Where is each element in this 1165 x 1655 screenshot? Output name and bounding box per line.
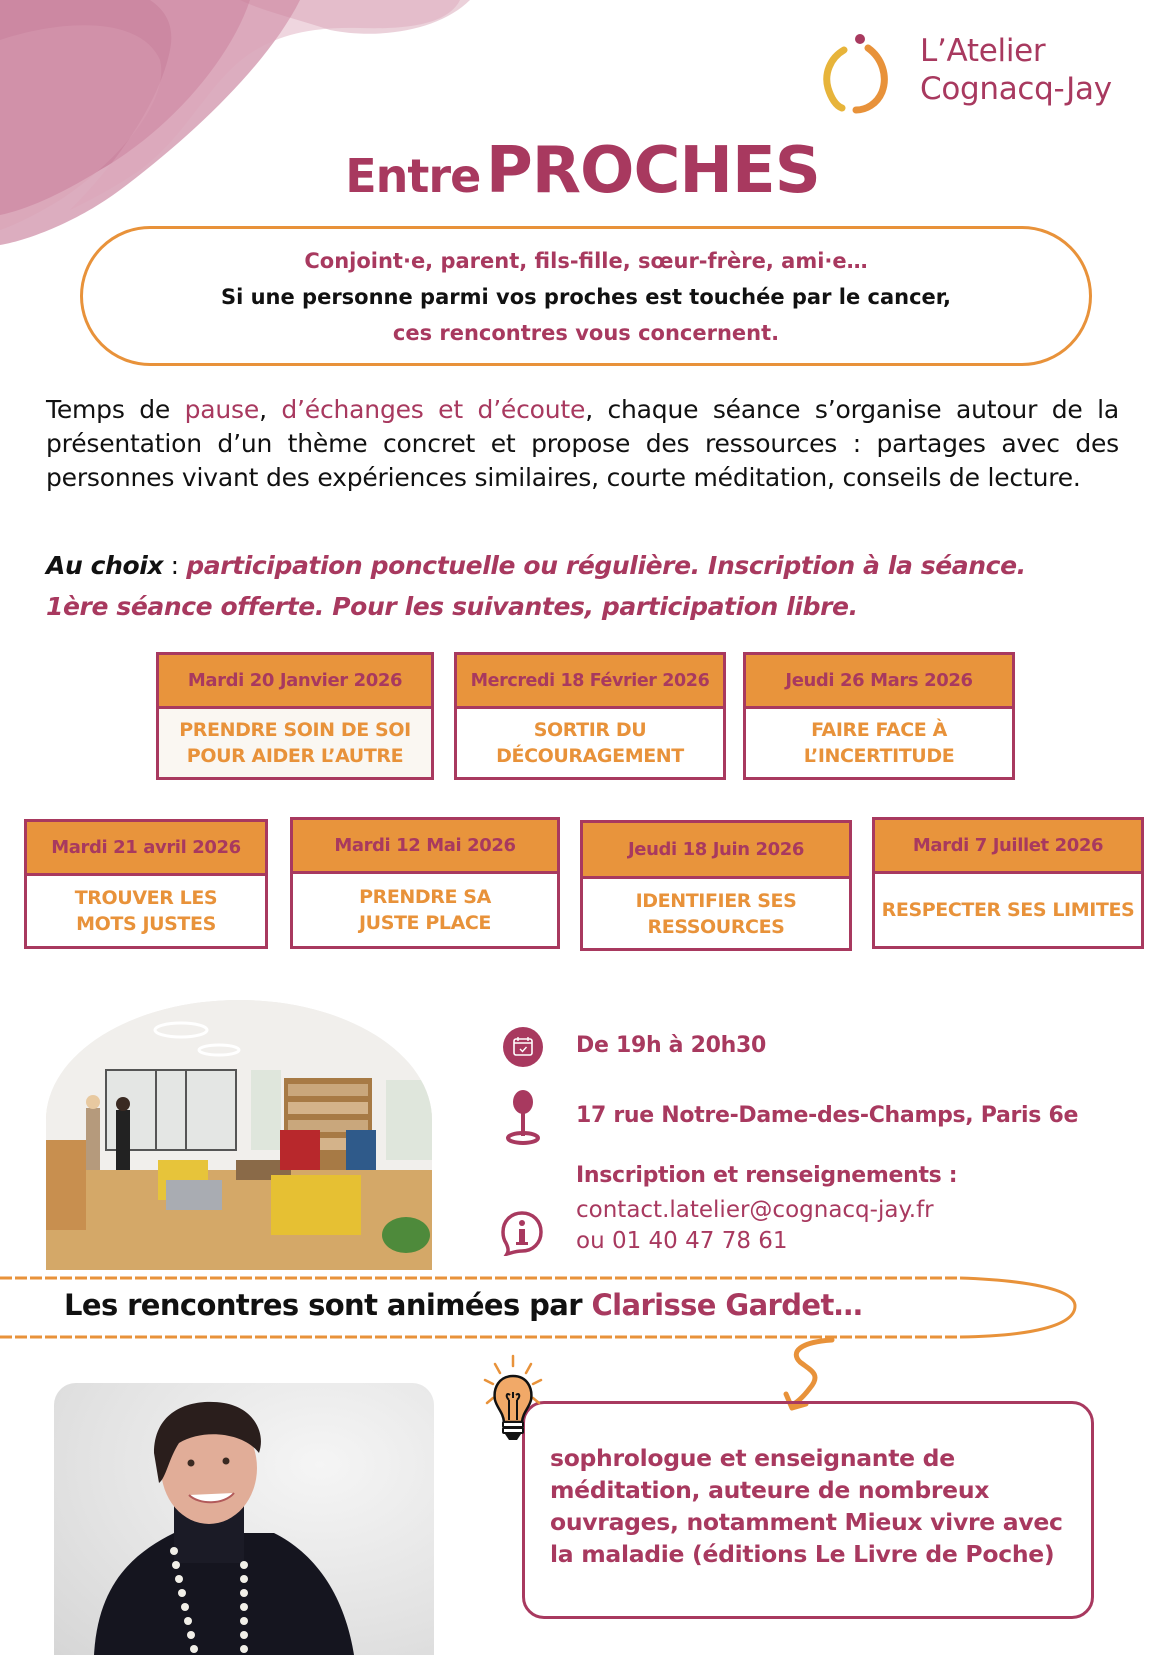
contact-email[interactable]: contact.latelier@cognacq-jay.fr bbox=[576, 1197, 934, 1223]
session-date: Mardi 20 Janvier 2026 bbox=[159, 655, 431, 709]
intro-line1: Conjoint·e, parent, fils-fille, sœur-frère, ami·e… bbox=[304, 249, 868, 273]
session-theme bbox=[583, 879, 849, 948]
title-part2: PROCHES bbox=[485, 134, 820, 208]
description-highlight-exchanges: d’échanges et d’écoute bbox=[281, 395, 586, 424]
session-theme-line1: RESPECTER SES LIMITES bbox=[881, 899, 1135, 921]
intro-line3: ces rencontres vous concernent. bbox=[392, 321, 780, 345]
session-theme bbox=[457, 709, 723, 777]
session-card bbox=[156, 652, 434, 780]
description-highlight-pause: pause bbox=[184, 395, 260, 424]
animator-photo-illustration bbox=[54, 1383, 434, 1655]
session-card bbox=[24, 819, 268, 949]
session-theme-line2: JUSTE PLACE bbox=[359, 912, 491, 934]
venue-photo bbox=[46, 1000, 432, 1270]
map-pin-icon bbox=[503, 1090, 543, 1146]
title-part1: Entre bbox=[345, 149, 481, 203]
session-theme-line1: IDENTIFIER SES bbox=[635, 889, 797, 912]
choice-colon: : bbox=[163, 551, 187, 580]
calendar-icon bbox=[503, 1027, 543, 1067]
session-card bbox=[743, 652, 1015, 780]
description-sep: , bbox=[259, 395, 282, 424]
brand-name-line1: L’Atelier bbox=[920, 33, 1046, 69]
session-date: Jeudi 26 Mars 2026 bbox=[746, 655, 1012, 709]
venue-address: 17 rue Notre-Dame-des-Champs, Paris 6e bbox=[576, 1103, 1079, 1128]
description-paragraph bbox=[46, 393, 1119, 495]
venue-photo-illustration bbox=[46, 1000, 432, 1270]
session-theme bbox=[875, 874, 1141, 946]
participation-info bbox=[46, 545, 1126, 627]
session-time: De 19h à 20h30 bbox=[576, 1033, 766, 1058]
brand-name bbox=[920, 32, 1112, 108]
session-card bbox=[454, 652, 726, 780]
session-date: Mercredi 18 Février 2026 bbox=[457, 655, 723, 709]
lightbulb-icon bbox=[481, 1348, 551, 1448]
session-date: Jeudi 18 Juin 2026 bbox=[583, 823, 849, 879]
session-date: Mardi 12 Mai 2026 bbox=[293, 820, 557, 874]
session-theme-line1: PRENDRE SA bbox=[359, 886, 491, 908]
session-theme-line1: FAIRE FACE À bbox=[811, 719, 947, 741]
session-theme-line2: POUR AIDER L’AUTRE bbox=[186, 745, 404, 767]
brand-name-line2: Cognacq-Jay bbox=[920, 71, 1112, 107]
contact-phone: ou 01 40 47 78 61 bbox=[576, 1228, 788, 1254]
session-theme bbox=[293, 874, 557, 946]
session-theme-line1: TROUVER LES bbox=[74, 887, 218, 909]
animator-photo bbox=[54, 1383, 434, 1655]
session-theme-line2: DÉCOURAGEMENT bbox=[496, 745, 684, 767]
session-date: Mardi 21 avril 2026 bbox=[27, 822, 265, 876]
animator-name: Clarisse Gardet… bbox=[591, 1288, 863, 1322]
page-title bbox=[0, 134, 1165, 208]
choice-line1: participation ponctuelle ou régulière. Inscription à la séance. bbox=[186, 551, 1026, 580]
animator-bio: sophrologue et enseignante de méditation, auteure de nombreux ouvrages, notamment Mieux vivre avec la maladie (éditions Le Livre de Poche) bbox=[550, 1444, 1063, 1568]
brand-logo bbox=[822, 28, 1142, 124]
contact-heading: Inscription et renseignements : bbox=[576, 1163, 958, 1188]
description-prefix: Temps de bbox=[46, 395, 185, 424]
animator-intro: Les rencontres sont animées par bbox=[64, 1288, 592, 1322]
session-theme-line2: RESSOURCES bbox=[647, 915, 785, 938]
session-theme-line1: PRENDRE SOIN DE SOI bbox=[179, 719, 411, 741]
intro-callout bbox=[80, 226, 1092, 366]
session-card bbox=[872, 817, 1144, 949]
session-card bbox=[290, 817, 560, 949]
session-theme bbox=[159, 709, 431, 777]
choice-line2: 1ère séance offerte. Pour les suivantes, participation libre. bbox=[46, 592, 858, 621]
description-rest: , chaque séance s’organise autour de la présentation d’un thème concret et propose des ressources : partages avec des personnes vivant des expériences similaires, courte méditation, conseils de lecture. bbox=[46, 395, 1119, 492]
decorative-corner-waves bbox=[0, 0, 470, 250]
choice-label: Au choix bbox=[46, 551, 164, 580]
session-theme bbox=[27, 876, 265, 946]
session-theme-line2: L’INCERTITUDE bbox=[803, 745, 955, 767]
session-date: Mardi 7 Juillet 2026 bbox=[875, 820, 1141, 874]
session-card bbox=[580, 820, 852, 951]
logo-mark-icon bbox=[822, 32, 908, 116]
session-theme-line1: SORTIR DU bbox=[533, 719, 647, 741]
info-icon bbox=[500, 1210, 544, 1256]
animator-heading bbox=[64, 1288, 862, 1322]
intro-line2: Si une personne parmi vos proches est touchée par le cancer, bbox=[220, 285, 952, 309]
session-theme-line2: MOTS JUSTES bbox=[76, 913, 216, 935]
session-theme bbox=[746, 709, 1012, 777]
contact-block bbox=[576, 1195, 934, 1257]
